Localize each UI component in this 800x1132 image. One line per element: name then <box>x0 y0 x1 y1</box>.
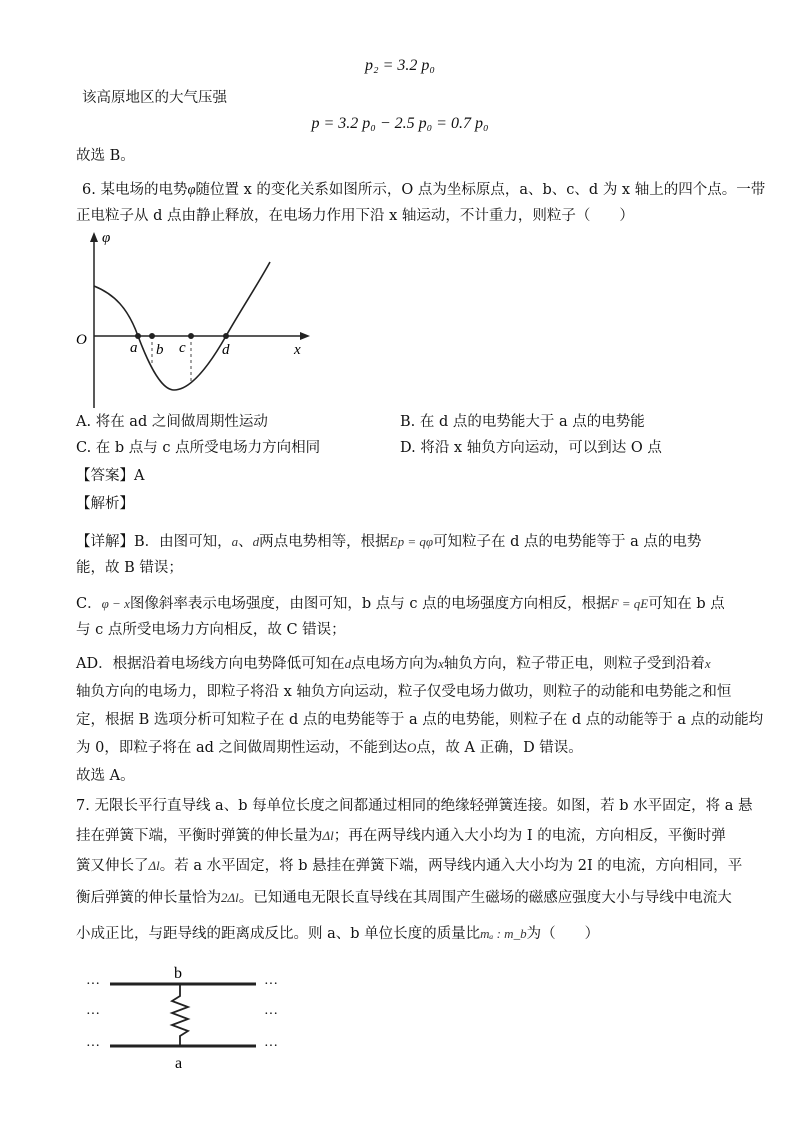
dots-middle-left: ··· <box>86 1007 100 1022</box>
text-pressure-intro: 该高原地区的大气压强 <box>82 90 227 106</box>
label-d: d <box>222 342 230 358</box>
x-axis-arrow <box>300 332 310 340</box>
q6-option-a[interactable]: A. 将在 ad 之间做周期性运动 <box>76 414 268 430</box>
q6-option-b[interactable]: B. 在 d 点的电势能大于 a 点的电势能 <box>400 414 645 430</box>
q6-option-d[interactable]: D. 将沿 x 轴负方向运动，可以到达 O 点 <box>400 440 662 456</box>
q6-option-c[interactable]: C. 在 b 点与 c 点所受电场力方向相同 <box>76 440 321 456</box>
point-d <box>223 333 229 339</box>
dots-top-right: ··· <box>264 977 278 992</box>
point-b <box>149 333 155 339</box>
y-axis-arrow <box>90 232 98 242</box>
q7-stem-line3: 簧又伸长了Δl。若 a 水平固定，将 b 悬挂在弹簧下端，两导线内通入大小均为 2I 的电流，方向相同，平 <box>76 858 743 874</box>
conclusion-b: 故选 B。 <box>76 148 135 164</box>
q6-answer: 【答案】A <box>76 468 145 484</box>
dots-bottom-right: ··· <box>264 1039 278 1054</box>
spring <box>172 984 188 1046</box>
q6-conclusion: 故选 A。 <box>76 768 135 784</box>
q6-detail-ad-line4: 为 0，即粒子将在 ad 之间做周期性运动，不能到达O点，故 A 正确，D 错误。 <box>76 740 583 756</box>
equation-p: p = 3.2 p₀ − 2.5 p₀ = 0.7 p₀ <box>311 115 489 132</box>
point-c <box>188 333 194 339</box>
q6-detail-b-line1: 【详解】B．由图可知，a、d两点电势相等，根据Ep = qφ可知粒子在 d 点的电势能等于 a 点的电势 <box>76 534 702 550</box>
equation-p2: p₂ = 3.2 p₀ <box>365 57 435 74</box>
q6-detail-c-line2: 与 c 点所受电场力方向相反，故 C 错误； <box>76 622 346 638</box>
q6-detail-c-line1: C．φ − x图像斜率表示电场强度，由图可知，b 点与 c 点的电场强度方向相反，根据F = qE可知在 b 点 <box>76 596 725 612</box>
origin-label: O <box>76 332 87 348</box>
q6-detail-ad-line1: AD．根据沿着电场线方向电势降低可知在d点电场方向为x轴负方向，粒子带正电，则粒子受到沿着x <box>76 656 711 672</box>
dots-bottom-left: ··· <box>86 1039 100 1054</box>
q6-stem-line2: 正电粒子从 d 点由静止释放，在电场力作用下沿 x 轴运动，不计重力，则粒子（ ） <box>76 208 634 224</box>
wire-spring-figure <box>80 960 300 1072</box>
label-a: a <box>130 340 138 356</box>
q6-analysis-heading: 【解析】 <box>76 496 134 512</box>
point-a <box>135 333 141 339</box>
q6-detail-b-line2: 能，故 B 错误； <box>76 560 183 576</box>
dots-top-left: ··· <box>86 977 100 992</box>
x-axis-label: x <box>294 342 301 358</box>
wire-a-label: a <box>175 1055 183 1072</box>
dots-middle-right: ··· <box>264 1007 278 1022</box>
potential-graph <box>70 228 320 410</box>
q7-stem-line4: 衡后弹簧的伸长量恰为2Δl。已知通电无限长直导线在其周围产生磁场的磁感应强度大小与导线中电流大 <box>76 890 732 906</box>
label-b: b <box>156 342 164 358</box>
q7-stem-line2: 挂在弹簧下端，平衡时弹簧的伸长量为Δl；再在两导线内通入大小均为 I 的电流，方向相反，平衡时弹 <box>76 828 726 844</box>
q6-detail-ad-line2: 轴负方向的电场力，即粒子将沿 x 轴负方向运动，粒子仅受电场力做功，则粒子的动能和电势能之和恒 <box>76 684 732 700</box>
q6-stem-line1: 6. 某电场的电势φ随位置 x 的变化关系如图所示，O 点为坐标原点，a、b、c、d 为 x 轴上的四个点。一带 <box>82 182 766 198</box>
wire-b-label: b <box>174 965 182 982</box>
q7-stem-line5: 小成正比，与距导线的距离成反比。则 a、b 单位长度的质量比mₐ : m_b为（ ） <box>76 926 600 942</box>
potential-curve <box>94 262 270 390</box>
q6-detail-ad-line3: 定，根据 B 选项分析可知粒子在 d 点的电势能等于 a 点的电势能，则粒子在 d 点的动能等于 a 点的动能均 <box>76 712 764 728</box>
y-axis-label: φ <box>102 230 111 246</box>
label-c: c <box>179 340 186 356</box>
q7-stem-line1: 7. 无限长平行直导线 a、b 每单位长度之间都通过相同的绝缘轻弹簧连接。如图，若 b 水平固定，将 a 悬 <box>76 798 753 814</box>
